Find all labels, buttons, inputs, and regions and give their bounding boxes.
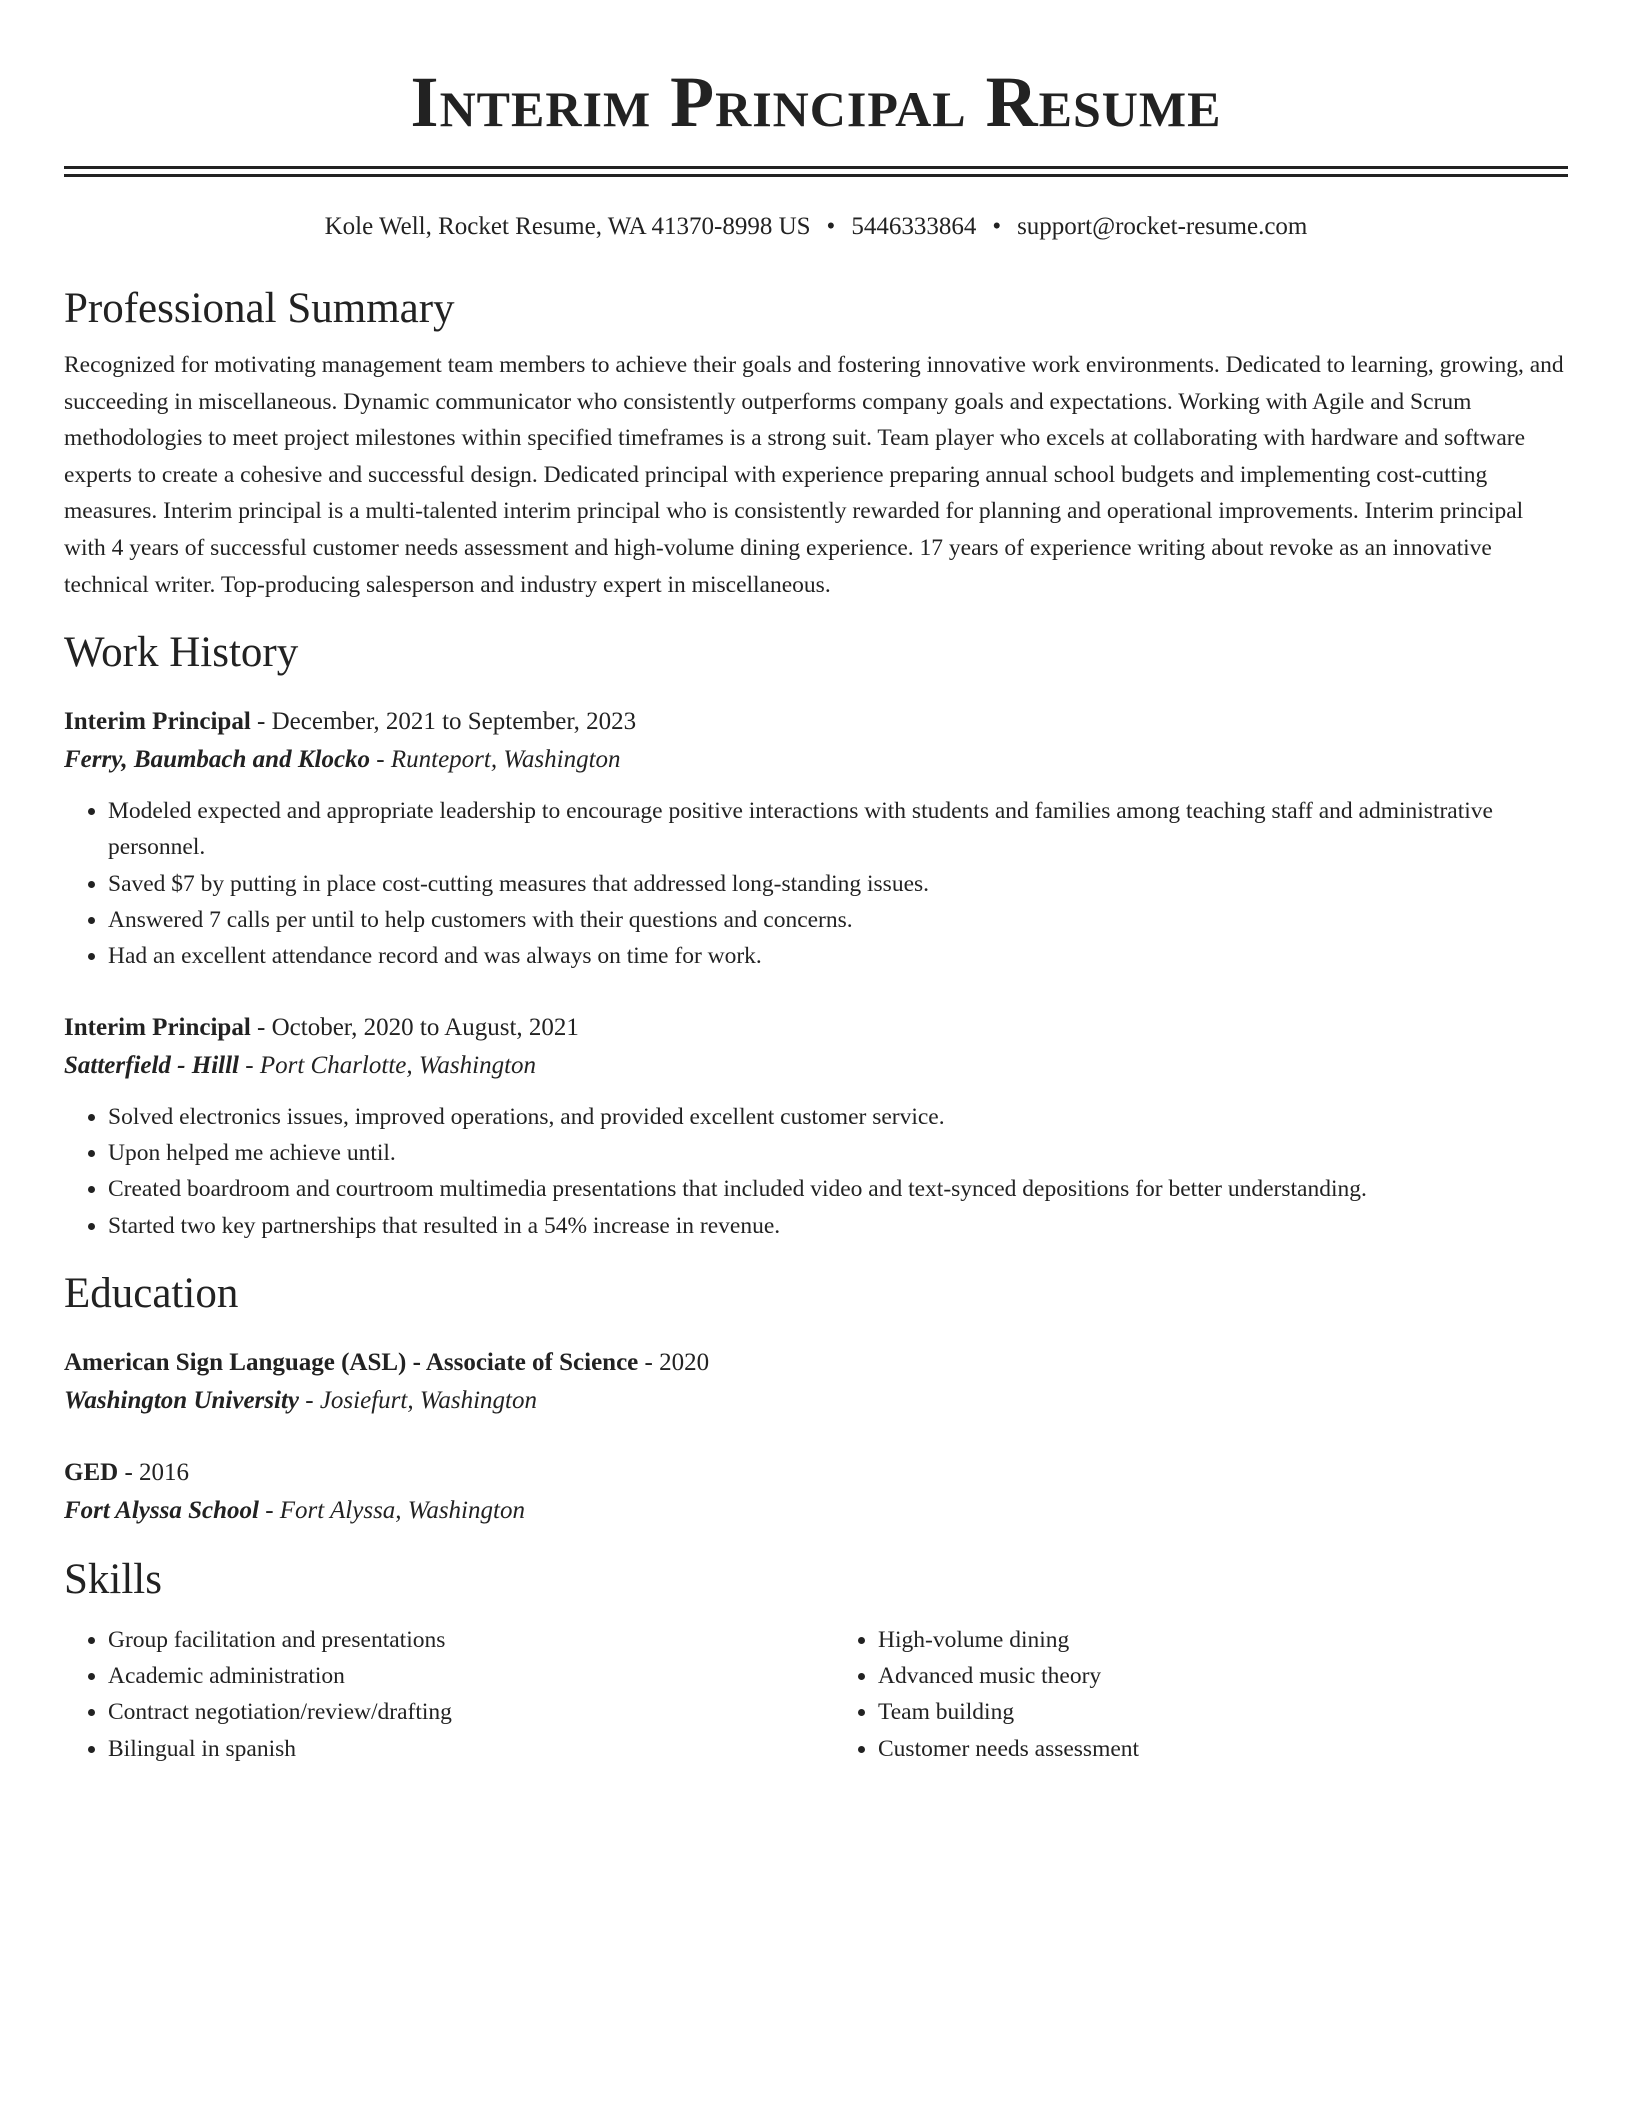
education-header bbox=[64, 1454, 1568, 1492]
job-bullet: • Upon helped me achieve until. bbox=[108, 1135, 1568, 1171]
job-company: Ferry, Baumbach and Klocko bbox=[64, 746, 371, 774]
education-institution bbox=[64, 1382, 1568, 1420]
education-year: - 2020 bbox=[638, 1348, 710, 1376]
skills-columns bbox=[64, 1622, 1568, 1767]
education-header bbox=[64, 1344, 1568, 1382]
job-location: - Runteport, Washington bbox=[370, 746, 621, 774]
job-bullet: • Answered 7 calls per until to help customers with their questions and concerns. bbox=[108, 902, 1568, 938]
job-location: - Port Charlotte, Washington bbox=[239, 1051, 537, 1079]
summary-text: Recognized for motivating management team members to achieve their goals and fostering innovative work environments. Dedicated to learning, growing, and succeeding in miscellaneous. Dynamic communicator who consistently outperforms company goals and expectations. Working with Agile and Scrum methodologies to meet project milestones within specified timeframes is a strong suit. Team player who excels at collaborating with hardware and software experts to create a cohesive and successful design. Dedicated principal with experience preparing annual school budgets and implementing cost-cutting measures. Interim principal is a multi-talented interim principal who is consistently rewarded for planning and operational improvements. Interim principal with 4 years of successful customer needs assessment and high-volume dining experience. 17 years of experience writing about revoke as an innovative technical writer. Top-producing salesperson and industry expert in miscellaneous. bbox=[64, 352, 1564, 598]
education-degree: GED bbox=[64, 1458, 119, 1486]
work-history-heading: Work History bbox=[64, 629, 299, 677]
job-dates: - October, 2020 to August, 2021 bbox=[250, 1013, 579, 1041]
skill-item: • Team building bbox=[878, 1694, 1568, 1730]
education-school: Washington University bbox=[64, 1386, 299, 1414]
resume-page bbox=[64, 0, 1568, 1767]
skill-item: • Group facilitation and presentations bbox=[108, 1622, 798, 1658]
contact-line bbox=[64, 211, 1568, 243]
job-title: Interim Principal bbox=[64, 1013, 251, 1041]
contact-address: Kole Well, Rocket Resume, WA 41370-8998 US bbox=[324, 213, 811, 240]
education-location: - Fort Alyssa, Washington bbox=[258, 1496, 525, 1524]
contact-phone: 5446333864 bbox=[851, 213, 977, 240]
skill-item: • Advanced music theory bbox=[878, 1658, 1568, 1694]
skills-heading: Skills bbox=[64, 1555, 162, 1603]
education-degree: American Sign Language (ASL) - Associate of Science bbox=[64, 1348, 639, 1376]
contact-email: support@rocket-resume.com bbox=[1017, 213, 1308, 240]
job-bullet: • Started two key partnerships that resulted in a 54% increase in revenue. bbox=[108, 1208, 1568, 1244]
job-company: Satterfield - Hilll bbox=[64, 1051, 239, 1079]
job-bullet: • Saved $7 by putting in place cost-cutting measures that addressed long-standing issues. bbox=[108, 866, 1568, 902]
skill-item: • Customer needs assessment bbox=[878, 1731, 1568, 1767]
contact-separator: • bbox=[992, 213, 1002, 240]
job-bullet-list bbox=[64, 1099, 1568, 1244]
skill-item: • Contract negotiation/review/drafting bbox=[108, 1694, 798, 1730]
education-heading: Education bbox=[64, 1269, 239, 1317]
skill-item: • Bilingual in spanish bbox=[108, 1731, 798, 1767]
skills-list-left bbox=[64, 1622, 798, 1767]
job-bullet: • Created boardroom and courtroom multimedia presentations that included video and text-synced depositions for better understanding. bbox=[108, 1171, 1568, 1207]
education-year: - 2016 bbox=[118, 1458, 190, 1486]
education-entry bbox=[64, 1344, 1568, 1420]
job-dates: - December, 2021 to September, 2023 bbox=[250, 708, 637, 736]
resume-title: Interim Principal Resume bbox=[410, 62, 1222, 142]
job-bullet: • Had an excellent attendance record and was always on time for work. bbox=[108, 938, 1568, 974]
job-entry bbox=[64, 1009, 1568, 1244]
skills-list-right bbox=[798, 1622, 1568, 1767]
education-location: - Josiefurt, Washington bbox=[299, 1386, 537, 1414]
summary-heading: Professional Summary bbox=[64, 285, 455, 332]
skill-item: • High-volume dining bbox=[878, 1622, 1568, 1658]
job-entry bbox=[64, 703, 1568, 974]
job-bullet: • Solved electronics issues, improved operations, and provided excellent customer service. bbox=[108, 1099, 1568, 1135]
contact-separator: • bbox=[826, 213, 836, 240]
education-entry bbox=[64, 1454, 1568, 1530]
job-header bbox=[64, 703, 1568, 741]
education-school: Fort Alyssa School bbox=[64, 1496, 259, 1524]
job-title: Interim Principal bbox=[64, 708, 251, 736]
job-bullet: • Modeled expected and appropriate leadership to encourage positive interactions with students and families among teaching staff and administrative personnel. bbox=[108, 793, 1568, 866]
job-bullet-list bbox=[64, 793, 1568, 974]
skill-item: • Academic administration bbox=[108, 1658, 798, 1694]
title-double-rule bbox=[64, 166, 1568, 177]
education-institution bbox=[64, 1492, 1568, 1530]
job-employer bbox=[64, 741, 1568, 779]
job-employer bbox=[64, 1047, 1568, 1085]
job-header bbox=[64, 1009, 1568, 1047]
